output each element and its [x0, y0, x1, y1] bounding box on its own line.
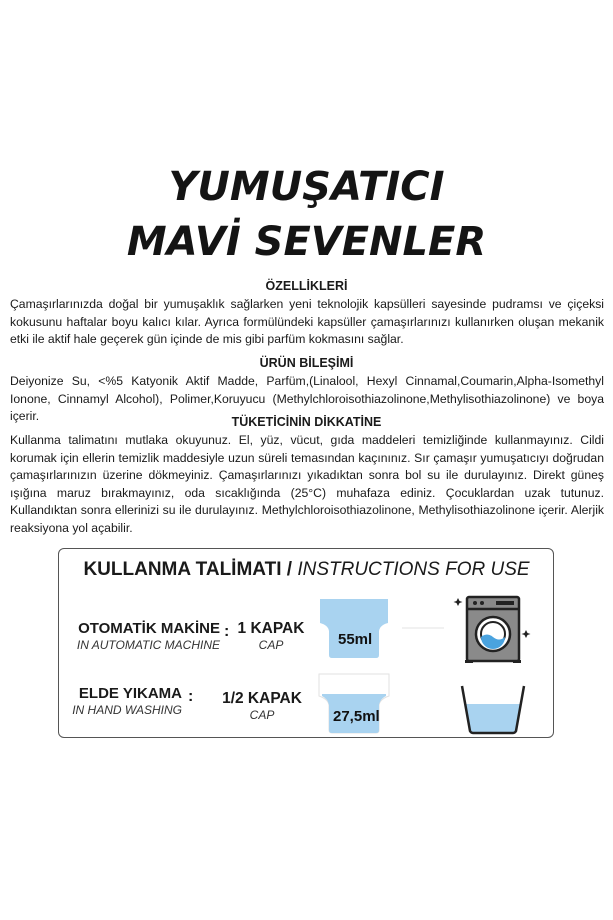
automatic-colon: :: [224, 623, 230, 640]
instructions-title-tr: KULLANMA TALİMATI /: [83, 559, 293, 580]
automatic-volume: 55ml: [338, 631, 373, 648]
hand-amount-label: 1/2 KAPAK: [222, 690, 302, 707]
ingredients-heading: ÜRÜN BİLEŞİMİ: [259, 356, 354, 370]
hand-volume: 27,5ml: [333, 708, 380, 725]
full-cap-icon: [318, 597, 390, 659]
warnings-text: Kullanma talimatını mutlaka okuyunuz. El, yüz, vücut, gıda maddeleri temizliğinde kullanmayınız. Cildi korumak için ellerin temizlik maddesiyle uzun süreli temasından kaçınınız. Sır çamaşır yumuşatıcıyı doğrudan çamaşırlarınızın üzerine dökmeyiniz. Çamaşırlarınızı yıkadıktan sonra bol su ile durulayınız. Direkt güneş ışığına maruz bırakmayınız, oda sıcaklığında (25°C) muhafaza ediniz. Çocuklardan uzak tutunuz. Kullandıktan sonra ellerinizi su ile durulayınız. Methylchloroisothiazolinone, Methylisothiazolinone içerir. Alerjik reaksiyona yol açabilir.: [10, 433, 604, 535]
ingredients-text: Deiyonize Su, <%5 Katyonik Aktif Madde, Parfüm,(Linalool, Hexyl Cinnamal,Coumarin,Alpha-Isomethyl Ionone, Cinnamyl Alcohol), Polimer,Koruyucu (Methylchloroisothiazolinone,Methylisothiazolinone) ve boya içerir.: [10, 374, 604, 423]
water-basin-icon: [456, 684, 530, 736]
hand-amount: [216, 690, 308, 723]
product-title-line1: YUMUŞATICI: [168, 164, 445, 210]
features-text: Çamaşırlarınızda doğal bir yumuşaklık sağlarken yeni teknolojik kapsülleri sayesinde pudramsı ve çiçeksi kokusunu haftalar boyu kalıcı kılar. Ayrıca formülündeki kapsüller çamaşırlarınızı kullanırken oluşan mekanik etki ile aktif hale geçerek gün içinde de mis gibi parfüm kokmasını sağlar.: [10, 297, 604, 346]
automatic-amount-en: CAP: [258, 638, 284, 652]
instructions-title-en: INSTRUCTIONS FOR USE: [297, 559, 530, 580]
hand-amount-en: CAP: [249, 708, 275, 722]
hand-colon: :: [188, 688, 194, 705]
connector-line: [402, 627, 444, 629]
hand-label: ELDE YIKAMA: [78, 685, 182, 702]
instructions-title: [0, 559, 613, 581]
warnings-heading: TÜKETİCİNİN DİKKATİNE: [231, 415, 382, 429]
automatic-amount: [232, 620, 310, 653]
product-title-line2: MAVİ SEVENLER: [126, 219, 487, 265]
washing-machine-icon: [452, 592, 536, 664]
automatic-label-en: IN AUTOMATIC MACHINE: [76, 638, 220, 652]
automatic-mode: [60, 620, 220, 653]
hand-label-en: IN HAND WASHING: [72, 703, 182, 717]
automatic-amount-label: 1 KAPAK: [237, 620, 305, 637]
automatic-label: OTOMATİK MAKİNE: [78, 620, 220, 637]
features-heading: ÖZELLİKLERİ: [265, 279, 348, 293]
hand-mode: [60, 685, 182, 718]
